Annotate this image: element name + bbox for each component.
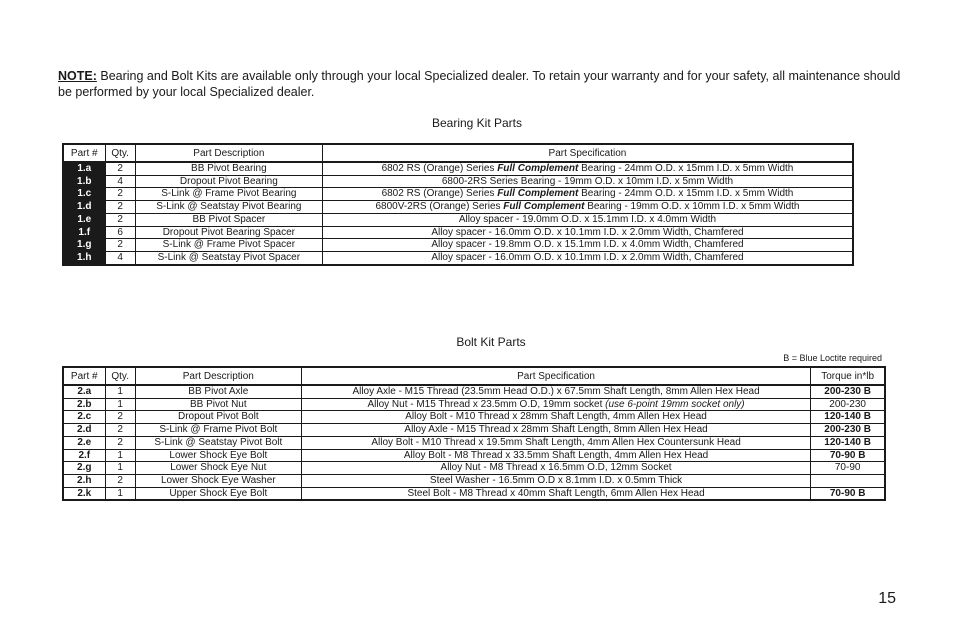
bolt-kit-table — [62, 366, 886, 501]
part-number: 2.d — [63, 424, 105, 437]
quantity: 2 — [105, 411, 135, 424]
col-specification: Part Specification — [301, 367, 810, 385]
part-description: Lower Shock Eye Washer — [135, 474, 301, 487]
spec-emphasis: Full Complement — [497, 188, 579, 200]
torque-value: 70-90 B — [811, 487, 885, 500]
part-number: 1.e — [63, 213, 105, 226]
part-description: S-Link @ Seatstay Pivot Bolt — [135, 436, 301, 449]
quantity: 2 — [105, 162, 135, 175]
part-description: S-Link @ Frame Pivot Bearing — [135, 188, 322, 201]
part-description: S-Link @ Frame Pivot Bolt — [135, 424, 301, 437]
table-row — [63, 487, 885, 500]
part-description: Dropout Pivot Bearing Spacer — [135, 226, 322, 239]
spec-emphasis: Full Complement — [503, 201, 585, 213]
part-description: BB Pivot Spacer — [135, 213, 322, 226]
part-description: S-Link @ Seatstay Pivot Spacer — [135, 251, 322, 264]
quantity: 6 — [105, 226, 135, 239]
col-specification: Part Specification — [322, 144, 853, 162]
table-row — [63, 449, 885, 462]
part-specification — [322, 175, 853, 188]
quantity: 4 — [105, 251, 135, 264]
part-number: 1.h — [63, 251, 105, 264]
part-description: BB Pivot Bearing — [135, 162, 322, 175]
torque-value: 200-230 B — [811, 385, 885, 398]
part-specification — [301, 436, 810, 449]
bolt-table-header-row — [63, 367, 885, 385]
part-number: 1.c — [63, 188, 105, 201]
part-description: BB Pivot Nut — [135, 398, 301, 411]
spec-text: Alloy spacer - 19.8mm O.D. x 15.1mm I.D. x 4.0mm Width, Chamfered — [431, 239, 744, 251]
part-specification — [322, 162, 853, 175]
table-row — [63, 462, 885, 475]
part-description: S-Link @ Seatstay Pivot Bearing — [135, 201, 322, 214]
quantity: 2 — [105, 474, 135, 487]
spec-text: Alloy spacer - 16.0mm O.D. x 10.1mm I.D. x 2.0mm Width, Chamfered — [431, 251, 744, 263]
part-number: 2.h — [63, 474, 105, 487]
spec-text: 6802 RS (Orange) Series — [381, 188, 498, 200]
spec-text-end: Bearing - 24mm O.D. x 15mm I.D. x 5mm Width — [578, 163, 794, 174]
part-specification — [322, 226, 853, 239]
part-number: 1.d — [63, 201, 105, 214]
table-row — [63, 436, 885, 449]
quantity: 2 — [105, 424, 135, 437]
maintenance-note — [58, 68, 904, 100]
table-row — [63, 201, 853, 214]
col-torque: Torque in*lb — [811, 367, 885, 385]
part-number: 1.a — [63, 162, 105, 175]
bearing-kit-table — [62, 143, 854, 266]
spec-text: Alloy Axle - M15 Thread x 28mm Shaft Length, 8mm Allen Hex Head — [404, 424, 708, 436]
spec-text: Alloy Axle - M15 Thread (23.5mm Head O.D.) x 67.5mm Shaft Length, 8mm Allen Hex Head — [352, 386, 760, 397]
spec-text: Alloy Nut - M8 Thread x 16.5mm O.D, 12mm Socket — [440, 462, 672, 474]
torque-value: 70-90 — [811, 462, 885, 475]
part-specification — [301, 411, 810, 424]
spec-text-end: Bearing - 24mm O.D. x 15mm I.D. x 5mm Width — [578, 188, 794, 200]
table-row — [63, 474, 885, 487]
quantity: 2 — [105, 436, 135, 449]
table-row — [63, 398, 885, 411]
part-specification — [301, 474, 810, 487]
quantity: 2 — [105, 239, 135, 252]
quantity: 2 — [105, 188, 135, 201]
table-row — [63, 239, 853, 252]
part-description: BB Pivot Axle — [135, 385, 301, 398]
quantity: 1 — [105, 449, 135, 462]
part-number: 2.k — [63, 487, 105, 500]
page-number: 15 — [878, 590, 896, 607]
part-specification — [322, 251, 853, 264]
col-qty: Qty. — [105, 367, 135, 385]
quantity: 1 — [105, 462, 135, 475]
torque-value — [811, 474, 885, 487]
spec-text: Steel Bolt - M8 Thread x 40mm Shaft Length, 6mm Allen Hex Head — [407, 487, 705, 499]
torque-value: 120-140 B — [811, 436, 885, 449]
table-row — [63, 251, 853, 264]
spec-emphasis: Full Complement — [497, 163, 579, 174]
part-number: 1.f — [63, 226, 105, 239]
col-part-number: Part # — [63, 367, 105, 385]
quantity: 1 — [105, 385, 135, 398]
torque-value: 70-90 B — [811, 449, 885, 462]
part-specification — [301, 487, 810, 500]
part-specification — [322, 188, 853, 201]
quantity: 1 — [105, 398, 135, 411]
col-part-number: Part # — [63, 144, 105, 162]
bearing-table-header-row — [63, 144, 853, 162]
table-row — [63, 385, 885, 398]
part-description: Dropout Pivot Bolt — [135, 411, 301, 424]
spec-text: 6800V-2RS (Orange) Series — [375, 201, 504, 213]
quantity: 1 — [105, 487, 135, 500]
spec-text: 6800-2RS Series Bearing - 19mm O.D. x 10mm I.D. x 5mm Width — [441, 175, 734, 187]
part-specification — [301, 449, 810, 462]
spec-text: 6802 RS (Orange) Series — [381, 163, 498, 174]
part-specification — [301, 424, 810, 437]
spec-emphasis: (use 6-point 19mm socket only) — [605, 398, 745, 410]
part-description: Dropout Pivot Bearing — [135, 175, 322, 188]
loctite-note: B = Blue Loctite required — [783, 353, 882, 363]
part-specification — [301, 385, 810, 398]
spec-text-end: Bearing - 19mm O.D. x 10mm I.D. x 5mm Width — [584, 201, 800, 213]
bolt-kit-heading: Bolt Kit Parts — [456, 335, 526, 349]
part-specification — [322, 201, 853, 214]
part-description: S-Link @ Frame Pivot Spacer — [135, 239, 322, 252]
quantity: 4 — [105, 175, 135, 188]
table-row — [63, 188, 853, 201]
spec-text: Alloy Bolt - M8 Thread x 33.5mm Shaft Length, 4mm Allen Hex Head — [403, 449, 709, 461]
part-number: 2.a — [63, 385, 105, 398]
spec-text: Alloy spacer - 19.0mm O.D. x 15.1mm I.D. x 4.0mm Width — [458, 213, 717, 225]
spec-text: Alloy spacer - 16.0mm O.D. x 10.1mm I.D. x 2.0mm Width, Chamfered — [431, 226, 744, 238]
note-text: Bearing and Bolt Kits are available only through your local Specialized dealer. To retain your warranty and for your safety, all maintenance should be performed by your local Specialized dealer. — [58, 68, 901, 99]
col-description: Part Description — [135, 367, 301, 385]
table-row — [63, 424, 885, 437]
part-specification — [301, 398, 810, 411]
torque-value: 120-140 B — [811, 411, 885, 424]
table-row — [63, 213, 853, 226]
spec-text: Alloy Nut - M15 Thread x 23.5mm O.D, 19mm socket — [367, 398, 606, 410]
table-row — [63, 411, 885, 424]
torque-value: 200-230 B — [811, 424, 885, 437]
table-row — [63, 226, 853, 239]
part-description: Lower Shock Eye Bolt — [135, 449, 301, 462]
spec-text: Steel Washer - 16.5mm O.D x 8.1mm I.D. x 0.5mm Thick — [429, 474, 683, 486]
col-description: Part Description — [135, 144, 322, 162]
part-specification — [322, 239, 853, 252]
col-qty: Qty. — [105, 144, 135, 162]
table-row — [63, 175, 853, 188]
part-number: 2.b — [63, 398, 105, 411]
part-number: 2.f — [63, 449, 105, 462]
torque-value: 200-230 — [811, 398, 885, 411]
part-description: Lower Shock Eye Nut — [135, 462, 301, 475]
part-number: 2.e — [63, 436, 105, 449]
note-label: NOTE: — [58, 68, 97, 83]
spec-text: Alloy Bolt - M10 Thread x 28mm Shaft Length, 4mm Allen Hex Head — [405, 411, 707, 423]
bearing-kit-heading: Bearing Kit Parts — [431, 116, 523, 130]
quantity: 2 — [105, 201, 135, 214]
spec-text: Alloy Bolt - M10 Thread x 19.5mm Shaft Length, 4mm Allen Hex Countersunk Head — [371, 436, 741, 448]
table-row — [63, 162, 853, 175]
part-specification — [322, 213, 853, 226]
quantity: 2 — [105, 213, 135, 226]
part-number: 1.g — [63, 239, 105, 252]
part-number: 2.c — [63, 411, 105, 424]
part-number: 2.g — [63, 462, 105, 475]
part-specification — [301, 462, 810, 475]
part-number: 1.b — [63, 175, 105, 188]
part-description: Upper Shock Eye Bolt — [135, 487, 301, 500]
